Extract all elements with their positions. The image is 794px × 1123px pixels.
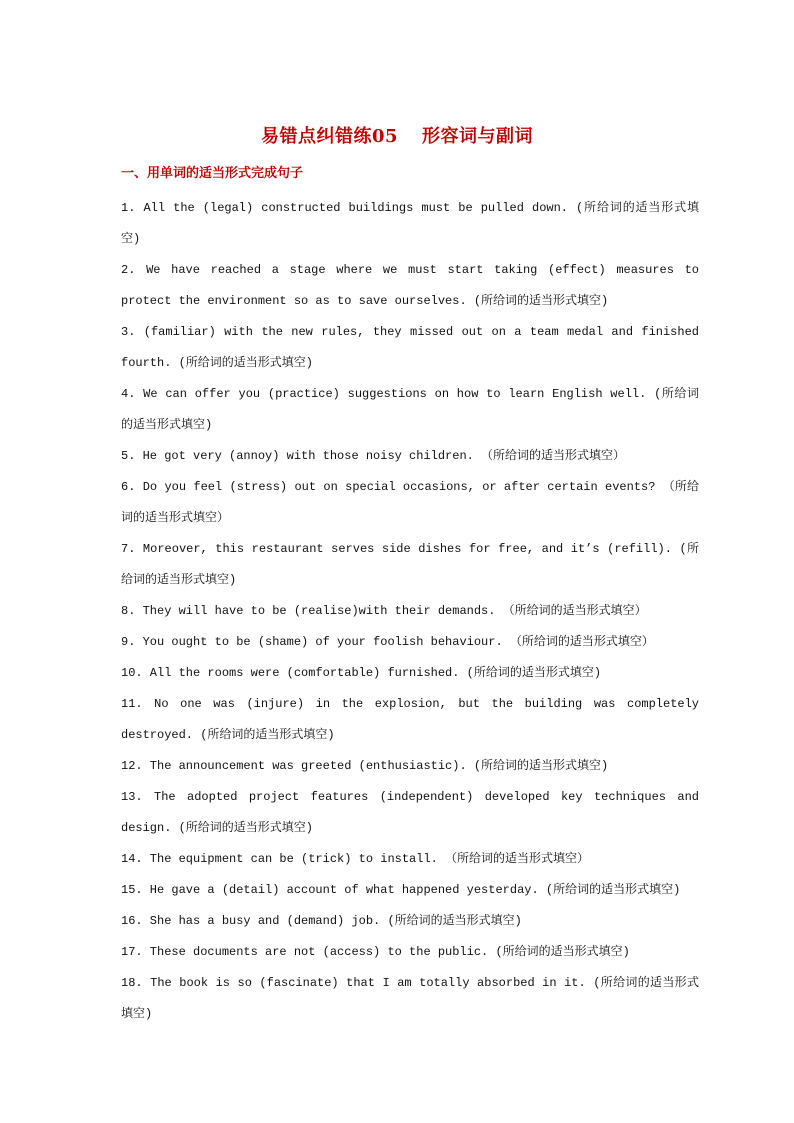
- page-title: [0, 122, 794, 148]
- exercise-item: 7. Moreover, this restaurant serves side dishes for free, and it’s (refill). (所给词的适当形式填空): [121, 542, 699, 587]
- exercise-item: 11. No one was (injure) in the explosion, but the building was completely destroyed. (所给词的适当形式填空): [121, 697, 699, 742]
- exercise-item: 2. We have reached a stage where we must start taking (effect) measures to protect the environment so as to save ourselves. (所给词的适当形式填空): [121, 263, 699, 308]
- exercise-item: 12. The announcement was greeted (enthusiastic). (所给词的适当形式填空): [121, 759, 609, 773]
- exercise-item: 10. All the rooms were (comfortable) furnished. (所给词的适当形式填空): [121, 666, 602, 680]
- title-sub: 形容词与副词: [422, 126, 534, 147]
- title-main: 易错点纠错练05: [260, 126, 399, 147]
- exercise-item: 3. (familiar) with the new rules, they missed out on a team medal and finished fourth. (所给词的适当形式填空): [121, 325, 699, 370]
- exercise-item: 16. She has a busy and (demand) job. (所给词的适当形式填空): [121, 914, 522, 928]
- exercise-item: 5. He got very (annoy) with those noisy children. （所给词的适当形式填空）: [121, 449, 626, 463]
- exercise-item: 6. Do you feel (stress) out on special occasions, or after certain events? （所给词的适当形式填空）: [121, 480, 699, 525]
- exercise-item: 9. You ought to be (shame) of your foolish behaviour. （所给词的适当形式填空）: [121, 635, 654, 649]
- exercise-item: 4. We can offer you (practice) suggestions on how to learn English well. (所给词的适当形式填空): [121, 387, 699, 432]
- exercise-item: 17. These documents are not (access) to the public. (所给词的适当形式填空): [121, 945, 630, 959]
- exercise-item: 8. They will have to be (realise)with their demands. （所给词的适当形式填空）: [121, 604, 647, 618]
- section-heading: 一、用单词的适当形式完成句子: [121, 166, 304, 181]
- exercise-item: 18. The book is so (fascinate) that I am totally absorbed in it. (所给词的适当形式填空): [121, 976, 699, 1021]
- exercise-list: [121, 193, 699, 1030]
- exercise-item: 15. He gave a (detail) account of what happened yesterday. (所给词的适当形式填空): [121, 883, 681, 897]
- exercise-item: 14. The equipment can be (trick) to install. （所给词的适当形式填空）: [121, 852, 590, 866]
- exercise-item: 13. The adopted project features (independent) developed key techniques and design. (所给词的适当形式填空): [121, 790, 699, 835]
- exercise-item: 1. All the (legal) constructed buildings must be pulled down. (所给词的适当形式填空): [121, 201, 699, 246]
